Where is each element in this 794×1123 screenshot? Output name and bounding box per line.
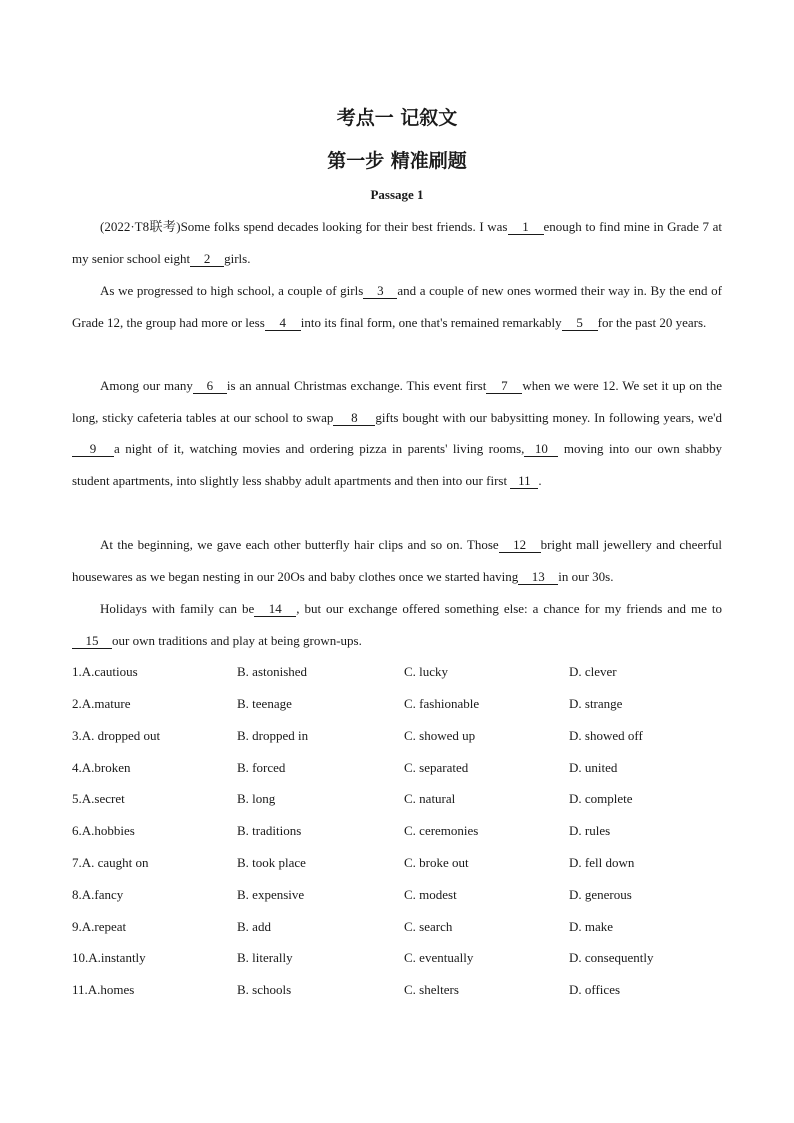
- paragraph-4: [72, 529, 722, 592]
- option-a: 10.A.instantly: [72, 950, 146, 965]
- options-row-1: [72, 664, 732, 684]
- option-a: 2.A.mature: [72, 696, 131, 711]
- option-b: B. forced: [237, 760, 286, 775]
- paragraph-text: our own traditions and play at being grown-ups.: [112, 632, 362, 648]
- option-d: D. strange: [569, 696, 623, 711]
- paragraph-text: when we were 12. We set it up on the long, sticky cafeteria tables at our school to swap: [72, 378, 723, 425]
- option-a: 9.A.repeat: [72, 919, 127, 934]
- blank-10: 10: [524, 442, 558, 457]
- paragraph-text: gifts bought with our babysitting money. In following years, we'd: [375, 409, 723, 425]
- paragraph-2: [72, 275, 722, 338]
- option-d: D. make: [569, 919, 614, 934]
- option-c: C. ceremonies: [404, 823, 479, 838]
- option-b: B. dropped in: [237, 728, 309, 743]
- options-row-8: [72, 887, 732, 907]
- option-b: B. traditions: [237, 823, 302, 838]
- option-a: 3.A. dropped out: [72, 728, 161, 743]
- option-a: 8.A.fancy: [72, 887, 124, 902]
- options-row-4: [72, 760, 732, 780]
- option-c: C. showed up: [404, 728, 476, 743]
- option-d: D. fell down: [569, 855, 635, 870]
- option-c: C. shelters: [404, 982, 459, 997]
- option-a: 1.A.cautious: [72, 664, 138, 679]
- paragraph-text: a night of it, watching movies and ordering pizza in parents' living rooms,: [114, 441, 525, 457]
- paragraph-text: enough to find mine in Grade 7 at my senior school eight: [72, 219, 722, 266]
- paragraph-3: [72, 370, 722, 496]
- option-b: B. took place: [237, 855, 306, 870]
- paragraph-text: bright mall jewellery and cheerful housewares as we began nesting in our 20Os and baby clothes once we started having: [72, 537, 722, 584]
- option-c: C. broke out: [404, 855, 469, 870]
- page-title: 考点一 记叙文: [336, 107, 458, 129]
- option-a: 5.A.secret: [72, 791, 125, 806]
- option-c: C. fashionable: [404, 696, 480, 711]
- paragraph-text: Among our many: [100, 378, 193, 393]
- paragraph-text: (2022·T8联考)Some folks spend decades looking for their best friends. I was: [100, 219, 508, 234]
- option-c: C. search: [404, 919, 453, 934]
- option-b: B. expensive: [237, 887, 305, 902]
- blank-2: 2: [190, 252, 224, 267]
- page-subtitle: 第一步 精准刷题: [327, 150, 467, 172]
- blank-5: 5: [562, 316, 598, 331]
- options-row-5: [72, 791, 732, 811]
- option-d: D. generous: [569, 887, 632, 902]
- paragraph-text: .: [538, 472, 542, 488]
- option-d: D. rules: [569, 823, 611, 838]
- paragraph-text: As we progressed to high school, a couple of girls: [100, 283, 364, 298]
- option-c: C. eventually: [404, 950, 474, 965]
- paragraph-text: for the past 20 years.: [597, 314, 707, 330]
- paragraph-text: girls.: [224, 250, 251, 266]
- option-a: 6.A.hobbies: [72, 823, 135, 838]
- blank-14: 14: [254, 602, 296, 617]
- option-d: D. united: [569, 760, 618, 775]
- blank-1: 1: [508, 220, 544, 235]
- options-row-9: [72, 919, 732, 939]
- options-row-6: [72, 823, 732, 843]
- option-a: 11.A.homes: [72, 982, 135, 997]
- paragraph-text: At the beginning, we gave each other butterfly hair clips and so on. Those: [100, 537, 499, 552]
- option-b: B. literally: [237, 950, 293, 965]
- options-row-7: [72, 855, 732, 875]
- paragraph-text: in our 30s.: [558, 568, 614, 584]
- option-c: C. separated: [404, 760, 469, 775]
- options-row-2: [72, 696, 732, 716]
- blank-3: 3: [363, 284, 397, 299]
- option-b: B. teenage: [237, 696, 292, 711]
- blank-15: 15: [72, 634, 112, 649]
- option-d: D. complete: [569, 791, 633, 806]
- blank-7: 7: [486, 379, 522, 394]
- blank-4: 4: [265, 316, 301, 331]
- option-c: C. modest: [404, 887, 457, 902]
- blank-8: 8: [333, 411, 375, 426]
- blank-9: 9: [72, 442, 114, 457]
- option-b: B. long: [237, 791, 276, 806]
- option-d: D. showed off: [569, 728, 643, 743]
- passage-heading: Passage 1: [370, 187, 424, 202]
- option-b: B. schools: [237, 982, 292, 997]
- paragraph-text: , but our exchange offered something else: a chance for my friends and me to: [296, 601, 722, 616]
- option-d: D. clever: [569, 664, 617, 679]
- paragraph-text: and a couple of new ones wormed their way in. By the end of Grade 12, the group had more or less: [72, 283, 723, 330]
- options-row-11: [72, 982, 732, 1002]
- option-d: D. consequently: [569, 950, 654, 965]
- option-d: D. offices: [569, 982, 621, 997]
- blank-12: 12: [499, 538, 541, 553]
- blank-11: 11: [510, 474, 538, 489]
- options-row-10: [72, 950, 732, 970]
- paragraph-text: Holidays with family can be: [100, 601, 255, 616]
- option-a: 7.A. caught on: [72, 855, 149, 870]
- option-b: B. astonished: [237, 664, 308, 679]
- paragraph-5: [72, 593, 722, 656]
- option-b: B. add: [237, 919, 271, 934]
- blank-6: 6: [193, 379, 227, 394]
- option-a: 4.A.broken: [72, 760, 131, 775]
- option-c: C. natural: [404, 791, 456, 806]
- paragraph-text: moving into our own shabby student apartments, into slightly less shabby adult apartments and then into our first: [72, 441, 723, 488]
- paragraph-1: [72, 211, 722, 274]
- option-c: C. lucky: [404, 664, 449, 679]
- options-row-3: [72, 728, 732, 748]
- paragraph-text: is an annual Christmas exchange. This event first: [226, 378, 487, 393]
- paragraph-text: into its final form, one that's remained remarkably: [300, 314, 562, 330]
- blank-13: 13: [518, 570, 558, 585]
